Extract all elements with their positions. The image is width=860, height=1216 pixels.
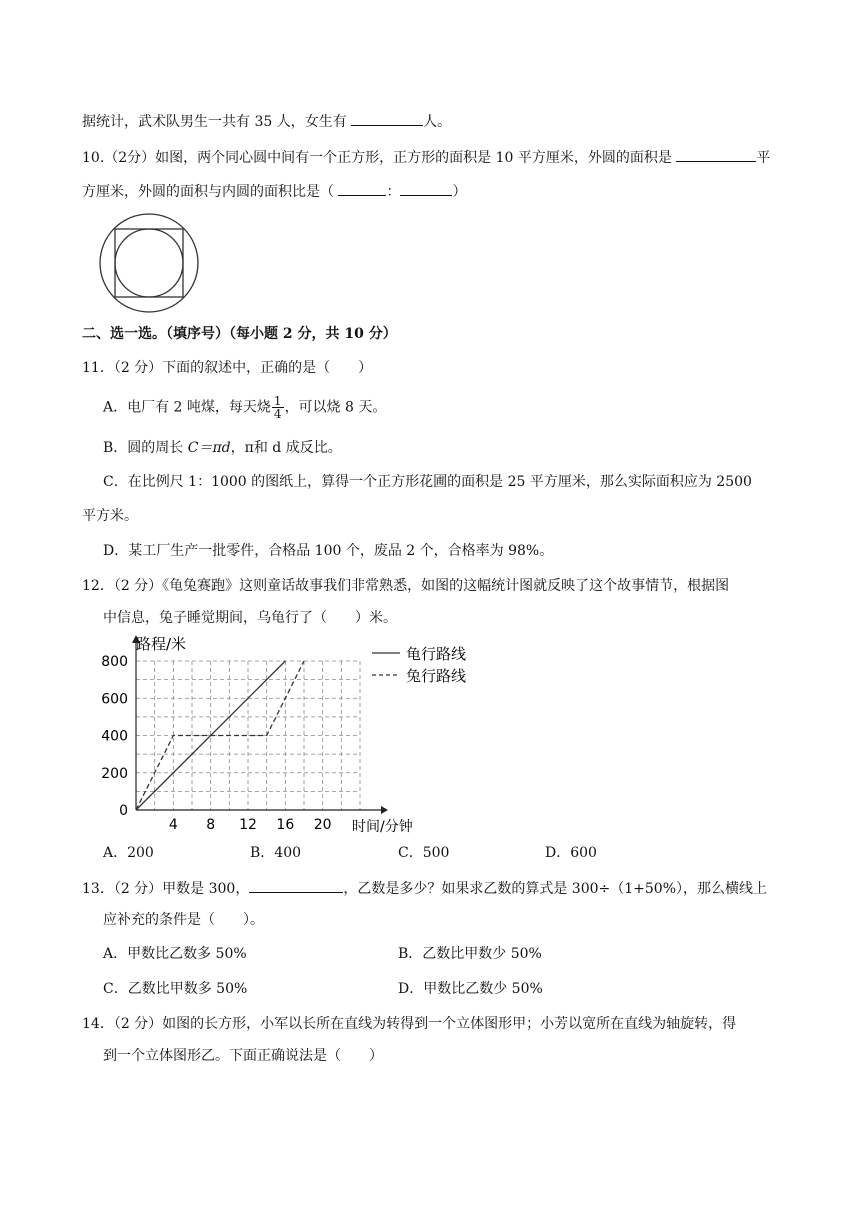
x-tick-label: 4 [168,817,178,833]
q11-option-d[interactable]: D．某工厂生产一批零件，合格品 100 个，废品 2 个，合格率为 98%。 [103,543,554,559]
y-tick-label: 0 [119,803,128,819]
q10-blank-ratio-left[interactable] [338,181,386,196]
section-2-heading: 二、选一选。（填序号）（每小题 2 分，共 10 分） [82,326,397,342]
q10-line-1 [82,147,770,167]
q11-option-b-end: ，π和 d 成反比。 [230,440,342,456]
q10-text-2b: ） [452,184,467,200]
y-tick-label: 800 [101,654,128,670]
inner-circle [115,229,183,297]
chart-grid [136,661,360,810]
q13-stem-1-end: ，乙数是多少？如果求乙数的算式是 300÷（1+50%），那么横线上 [343,881,767,897]
q14-stem-2: 到一个立体图形乙。下面正确说法是（ ） [103,1048,383,1064]
q12-option-a[interactable]: A．200 [103,845,154,861]
q13-condition-blank[interactable] [249,878,343,893]
q10-text-1: （2分）如图，两个同心圆中间有一个正方形，正方形的面积是 10 平方厘米，外圆的面积是 [104,150,677,166]
q11-option-a-text: A．电厂有 2 吨煤，每天烧 [103,399,271,416]
q13-stem-1-text: 13．（2 分）甲数是 300， [82,881,250,897]
x-tick-label: 8 [206,817,216,833]
q10-number: 10. [82,150,105,166]
q12-stem-2: 中信息，兔子睡觉期间，乌龟行了（ ）米。 [103,610,397,626]
x-axis-arrow [381,806,388,814]
q9-answer-blank[interactable] [351,111,423,126]
q10-blank-ratio-right[interactable] [400,181,452,196]
q13-option-b[interactable]: B．乙数比甲数少 50% [398,946,542,962]
y-tick-label: 400 [101,728,128,745]
q10-concentric-circles-figure [98,212,202,316]
y-axis-label: 路程/米 [136,635,187,653]
x-tick-label: 16 [276,817,295,833]
q12-option-c[interactable]: C．500 [398,845,450,861]
y-tick-label: 600 [101,691,128,708]
q12-stem-1: 12．（2 分）《龟兔赛跑》这则童话故事我们非常熟悉，如图的这幅统计图就反映了这个故事情节，根据图 [82,578,730,594]
legend-label: 兔行路线 [406,667,467,685]
q11-option-b-formula: C＝πd [187,440,231,456]
q10-text-2: 方厘米，外圆的面积与内圆的面积比是（ [82,184,339,200]
q9-tail-line [82,111,451,131]
y-tick-label: 200 [101,765,128,782]
fraction-denominator: 4 [273,407,282,421]
legend-label: 龟行路线 [406,645,467,663]
fraction-numerator: 1 [273,394,282,408]
q13-stem-1 [82,878,767,898]
q11-option-c[interactable]: C．在比例尺 1：1000 的图纸上，算得一个正方形花圃的面积是 25 平方厘米，那么实际面积应为 2500 [103,474,752,490]
q13-option-c[interactable]: C．乙数比甲数多 50% [103,981,248,997]
q11-option-a-end: ，可以烧 8 天。 [284,399,387,416]
q13-option-a[interactable]: A．甲数比乙数多 50% [103,946,247,962]
tortoise-hare-race-chart [96,631,486,837]
q12-option-d[interactable]: D．600 [545,845,597,861]
q9-tail-end: 人。 [423,114,452,130]
q10-line-2 [82,181,466,201]
q14-stem-1: 14．（2 分）如图的长方形，小军以长所在直线为转得到一个立体图形甲；小芳以宽所在直线为轴旋转，得 [82,1016,737,1032]
q9-tail-text: 据统计，武术队男生一共有 35 人，女生有 [82,114,352,130]
x-axis-label: 时间/分钟 [352,819,413,835]
q10-text-1b: 平 [756,150,771,166]
fraction-one-quarter [272,395,284,420]
q11-stem: 11．（2 分）下面的叙述中，正确的是（ ） [82,360,373,376]
chart-legend [372,645,466,685]
x-tick-label: 20 [313,817,332,833]
q12-option-b[interactable]: B．400 [250,845,302,861]
chart-axes [132,635,388,814]
q11-option-b[interactable] [103,439,342,457]
q10-blank-outer-area[interactable] [676,147,756,162]
q10-ratio-colon: ： [386,184,401,200]
q13-stem-2: 应补充的条件是（ ）。 [103,912,264,928]
q13-option-d[interactable]: D．甲数比乙数少 50% [398,981,543,997]
q11-option-b-text: B．圆的周长 [103,440,188,456]
q11-option-a[interactable] [103,395,386,420]
x-tick-label: 12 [239,817,257,833]
q11-option-c-cont: 平方米。 [82,508,138,524]
